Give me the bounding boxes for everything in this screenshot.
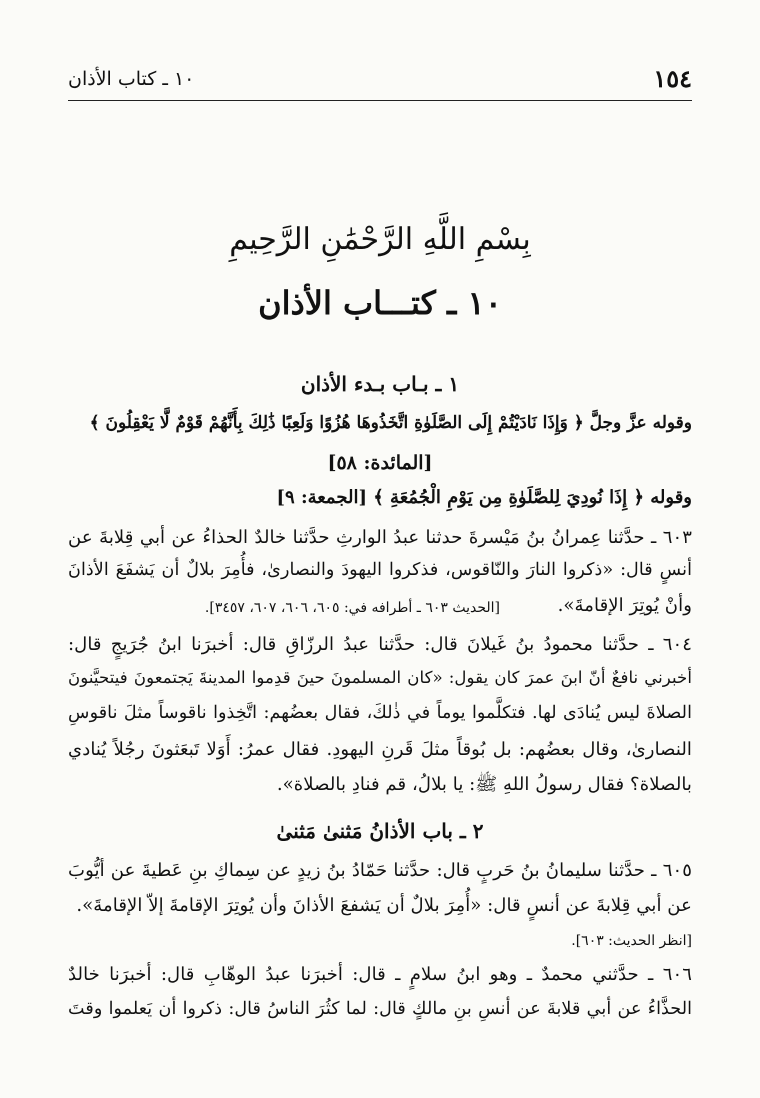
chapter-heading-1: ١ ـ بـاب بـدء الأذان — [300, 372, 460, 396]
basmala: بِسْمِ اللَّهِ الرَّحْمَٰنِ الرَّحِيمِ — [229, 222, 531, 257]
verse-jumua: وقوله ﴿ إِذَا نُودِيَ لِلصَّلَوٰةِ مِن يَوْمِ الْجُمُعَةِ ﴾ [الجمعة: ٩] — [276, 487, 692, 508]
hadith-606-line: ٦٠٦ ـ حدَّثني محمدٌ ـ وهو ابنُ سلامٍ ـ قال: أخبرَنا عبدُ الوهّابِ قال: أخبرَنا خالدٌ — [68, 964, 692, 985]
hadith-605-line: ٦٠٥ ـ حدَّثنا سليمانُ بنُ حَربٍ قال: حدَّثنا حَمّادُ بنُ زيدٍ عن سِماكِ بنِ عَطيةَ عن أيُّوبَ — [68, 860, 692, 881]
header-rule — [68, 100, 692, 101]
running-title: ١٠ ـ كتاب الأذان — [68, 68, 195, 90]
hadith-603-line: وأنْ يُوتِرَ الإقامةَ». — [557, 595, 692, 616]
hadith-603-line: ٦٠٣ ـ حدَّثنا عِمرانُ بنُ مَيْسرةَ حدثنا عبدُ الوارثِ حدَّثنا خالدٌ الحذاءُ عن أبي قِلابةَ عن — [68, 527, 692, 548]
verse-maida: وقوله عزَّ وجلَّ ﴿ وَإِذَا نَادَيْتُمْ إِلَى الصَّلَوٰةِ اتَّخَذُوهَا هُزُوًا وَلَعِبًا ذَٰلِكَ بِأَنَّهُمْ قَوْمٌ لَّا يَعْقِلُونَ ﴾ — [89, 413, 692, 433]
hadith-604-line: أخبرني نافعٌ أنّ ابنَ عمرَ كان يقول: «كان المسلمونَ حينَ قدِموا المدينةَ يَجتمعونَ فيتحيَّنونَ — [68, 667, 692, 687]
page-number: ١٥٤ — [653, 64, 692, 93]
verse-maida-ref: [المائدة: ٥٨] — [327, 452, 433, 474]
chapter-heading-2: ٢ ـ باب الأذانُ مَثنىٰ مَثنىٰ — [276, 819, 484, 843]
hadith-604-line: النصارىٰ، وقال بعضُهم: بل بُوقاً مثلَ قَرنِ اليهودِ. فقال عمرُ: أَوَلا تَبعَثونَ رجُلاً يُنادي — [68, 739, 692, 760]
hadith-605-line: عن أبي قِلابةَ عن أنسٍ قال: «أُمِرَ بلالٌ أن يَشفعَ الأذانَ وأن يُوتِرَ الإقامةَ إلاّ الإقامةَ». — [76, 895, 692, 916]
book-title: ١٠ ـ كتـــاب الأذان — [258, 284, 502, 322]
hadith-606-line: الحذَّاءُ عن أبي قلابةَ عن أنسِ بنِ مالكٍ قال: لما كثُرَ الناسُ قال: ذكروا أن يَعلموا وقتَ — [68, 999, 692, 1019]
hadith-604-line: ٦٠٤ ـ حدَّثنا محمودُ بنُ غَيلانَ قال: حدَّثنا عبدُ الرزّاقِ قال: أخبرَنا ابنُ جُرَيجٍ قال: — [68, 634, 692, 655]
hadith-604-line: بالصلاة؟ فقال رسولُ اللهِ ﷺ: يا بلالُ، قم فنادِ بالصلاة». — [276, 774, 692, 795]
hadith-604-line: الصلاةَ ليس يُنادَى لها. فتكلَّموا يوماً في ذٰلكَ، فقال بعضُهم: اتَّخِذوا ناقوساً مثلَ ناقوسِ — [68, 703, 692, 723]
hadith-603-line: أنسٍ قال: «ذكروا النارَ والنّاقوس، فذكروا اليهودَ والنصارىٰ، فأُمِرَ بلالٌ أن يَشفَعَ الأذانَ — [68, 560, 692, 580]
hadith-605-footnote: [انظر الحديث: ٦٠٣]. — [571, 933, 692, 949]
hadith-603-footnote: [الحديث ٦٠٣ ـ أطرافه في: ٦٠٥، ٦٠٦، ٦٠٧، ٣٤٥٧]. — [204, 600, 500, 616]
running-header — [68, 64, 692, 98]
